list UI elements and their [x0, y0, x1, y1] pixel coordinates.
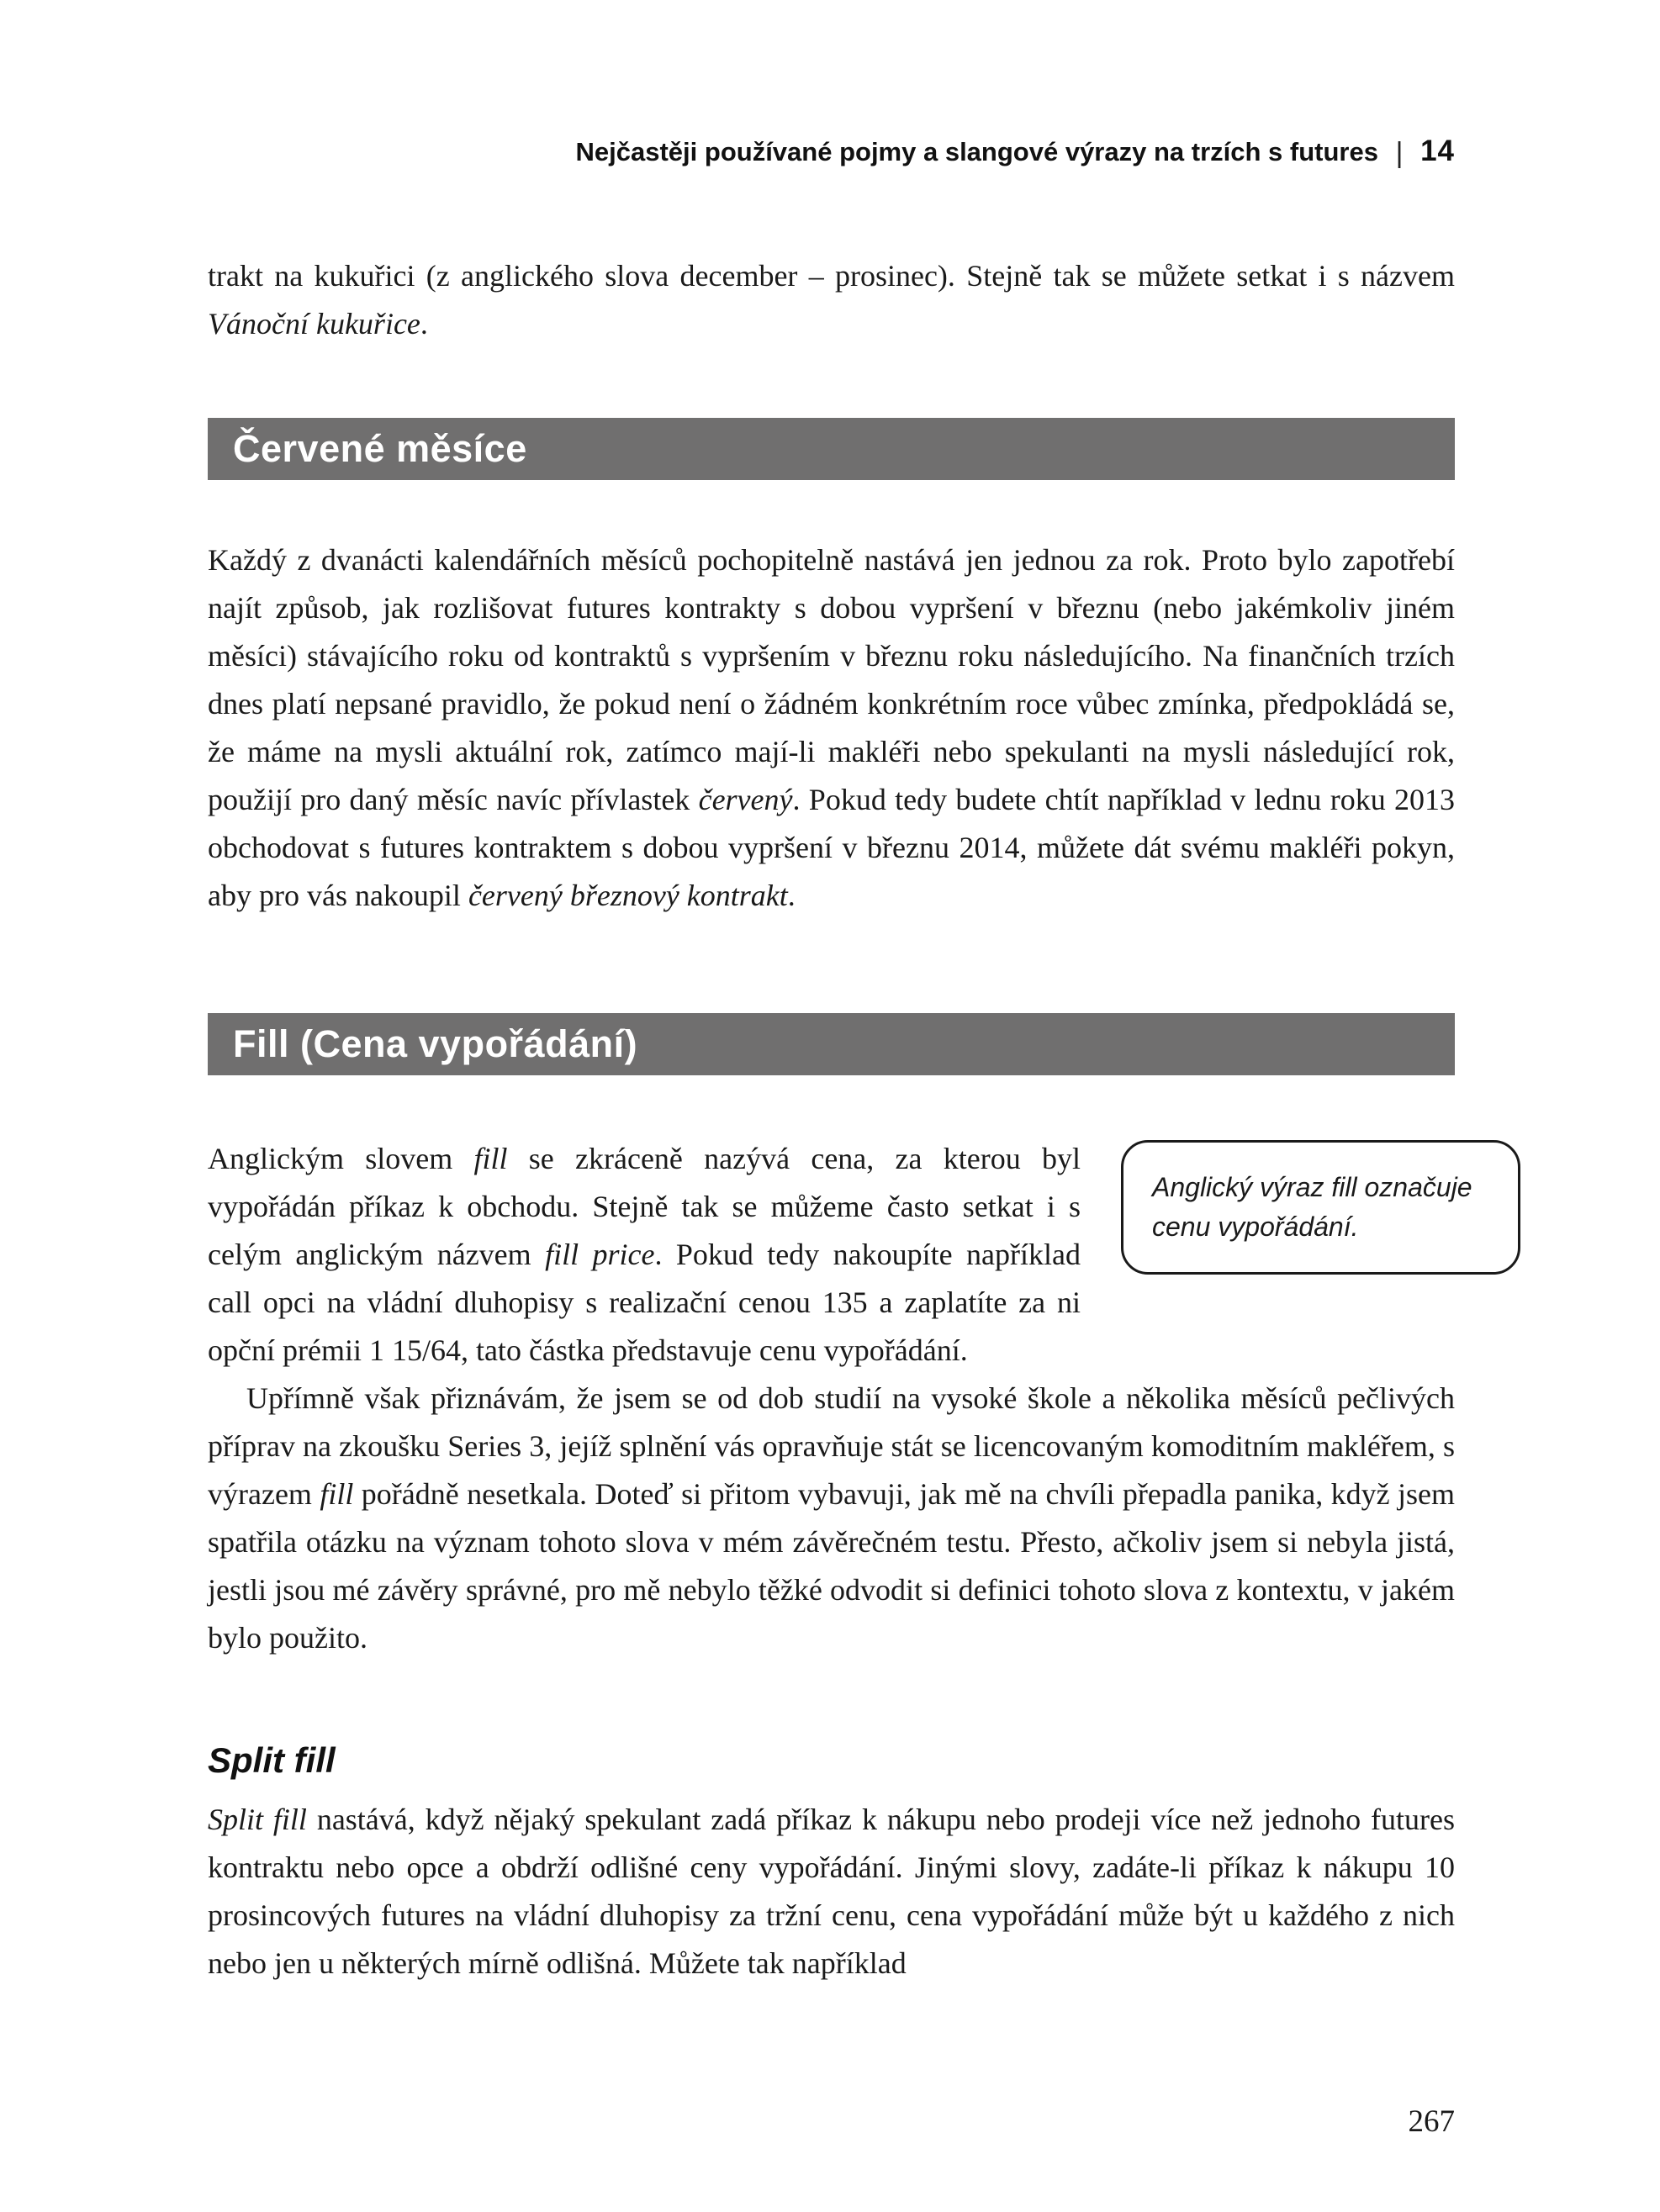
split-fill-heading: Split fill	[208, 1740, 336, 1780]
split-fill-paragraph: Split fill nastává, když nějaký spekulant zadá příkaz k nákupu nebo prodeji více než jednoho futures kontraktu nebo opce a obdrží odlišné ceny vypořádání. Jinými slovy, zadáte-li příkaz k nákupu 10 prosincových futures na vládní dluhopisy za tržní cenu, cena vypořádání může být u každého z nich nebo jen u některých mírně odlišná. Můžete tak například	[208, 1803, 1456, 1980]
callout-box	[1121, 1140, 1520, 1275]
section-bar-fill	[208, 1013, 1455, 1075]
fill-section-block	[208, 1135, 1472, 1662]
callout-text: Anglický výraz fill označuje cenu vypořádání.	[1152, 1172, 1472, 1242]
section-bar-red-months	[208, 418, 1455, 480]
running-header	[208, 135, 1455, 168]
header-page-number: 14	[1420, 135, 1455, 167]
section-title-fill: Fill (Cena vypořádání)	[233, 1022, 638, 1065]
header-separator: |	[1395, 137, 1404, 169]
fill-paragraph-1: Anglickým slovem fill se zkráceně nazývá cena, za kterou byl vypořádán příkaz k obchodu. Stejně tak se můžeme často setkat i s celým anglickým názvem fill price. Pokud tedy nakoupíte například call opci na vládní dluhopisy s realizační cenou 135 a zaplatíte za ni opční prémii 1 15/64, tato částka představuje cenu vypořádání.	[208, 1142, 1081, 1367]
fill-paragraph-2: Upřímně však přiznávám, že jsem se od dob studií na vysoké škole a několika měsíců pečlivých příprav na zkoušku Series 3, jejíž splnění vás opravňuje stát se licencovaným komoditním makléřem, s výrazem fill pořádně nesetkala. Doteď si přitom vybavuji, jak mě na chvíli přepadla panika, když jsem spatřila otázku na význam tohoto slova v mém závěrečném testu. Přesto, ačkoliv jsem si nebyla jistá, jestli jsou mé závěry správné, pro mě nebylo těžké odvodit si definici tohoto slova z kontextu, v jakém bylo použito.	[208, 1381, 1455, 1655]
page-number: 267	[1408, 2104, 1455, 2139]
running-header-title: Nejčastěji používané pojmy a slangové výrazy na trzích s futures	[575, 137, 1378, 166]
red-months-paragraph: Každý z dvanácti kalendářních měsíců pochopitelně nastává jen jednou za rok. Proto bylo zapotřebí najít způsob, jak rozlišovat futures kontrakty s dobou vypršení v březnu (nebo jakémkoliv jiném měsíci) stávajícího roku od kontraktů s vypršením v březnu roku následujícího. Na finančních trzích dnes platí nepsané pravidlo, že pokud není o žádném konkrétním roce vůbec zmínka, předpokládá se, že máme na mysli aktuální rok, zatímco mají-li makléři nebo spekulanti na mysli následující rok, použijí pro daný měsíc navíc přívlastek červený. Pokud tedy budete chtít například v lednu roku 2013 obchodovat s futures kontraktem s dobou vypršení v březnu 2014, můžete dát svému makléři pokyn, aby pro vás nakoupil červený březnový kontrakt.	[208, 543, 1455, 912]
split-fill-block	[208, 1740, 1455, 1988]
red-months-body-block	[208, 536, 1455, 920]
intro-paragraph: trakt na kukuřici (z anglického slova december – prosinec). Stejně tak se můžete setkat i s názvem Vánoční kukuřice.	[208, 259, 1455, 341]
section-title-red-months: Červené měsíce	[233, 427, 527, 470]
intro-paragraph-block	[208, 252, 1455, 348]
